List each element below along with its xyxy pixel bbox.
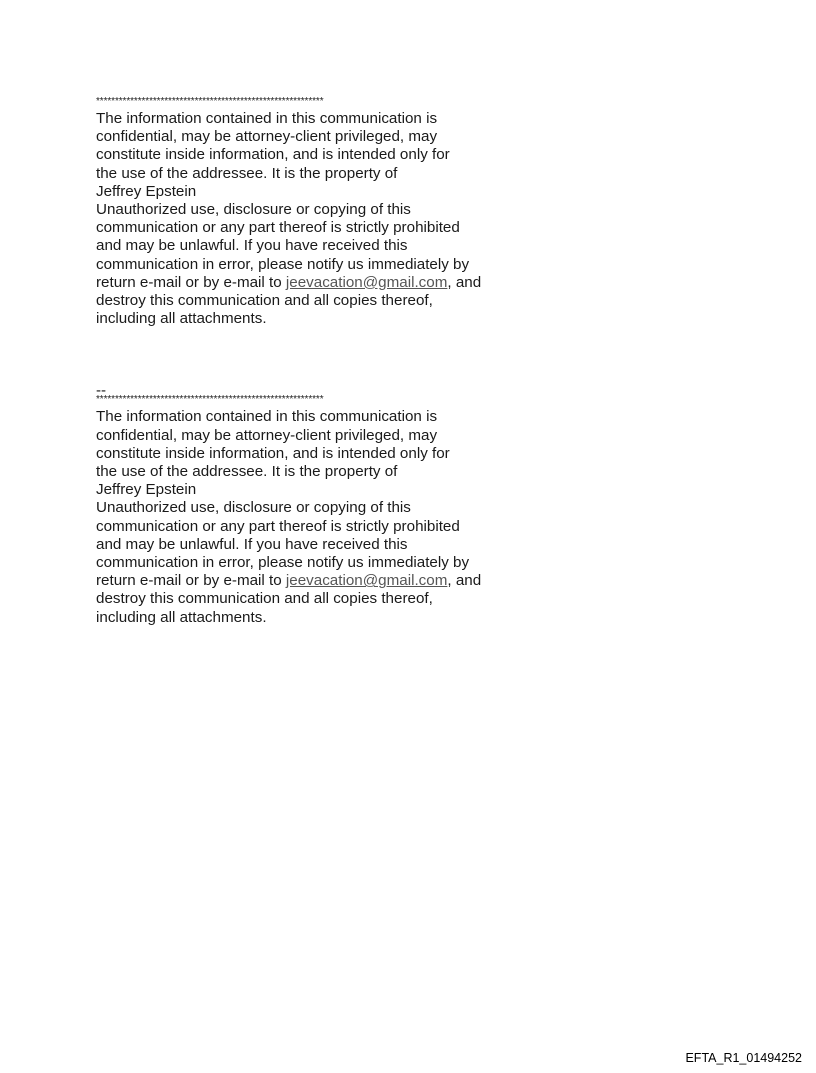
link-prefix: return e-mail or by e-mail to xyxy=(96,273,286,291)
disclaimer-line: communication or any part thereof is strictly prohibited xyxy=(96,219,460,237)
disclaimer-line: constitute inside information, and is intended only for xyxy=(96,146,450,164)
document-body xyxy=(96,96,556,627)
link-suffix: , and xyxy=(447,273,482,291)
disclaimer-line: confidential, may be attorney-client privileged, may xyxy=(96,426,438,444)
disclaimer-line: including all attachments. xyxy=(96,310,267,328)
disclaimer-line: Jeffrey Epstein xyxy=(96,481,197,499)
disclaimer-line: constitute inside information, and is intended only for xyxy=(96,444,450,462)
link-prefix: return e-mail or by e-mail to xyxy=(96,572,286,590)
email-link[interactable]: jeevacation@gmail.com xyxy=(285,572,448,590)
disclaimer-line: confidential, may be attorney-client privileged, may xyxy=(96,128,438,146)
disclaimer-line: the use of the addressee. It is the property of xyxy=(96,463,398,481)
disclaimer-line-with-link xyxy=(96,572,556,590)
disclaimer-line: communication in error, please notify us immediately by xyxy=(96,554,470,572)
disclaimer-line: The information contained in this communication is xyxy=(96,408,438,426)
disclaimer-line: the use of the addressee. It is the property of xyxy=(96,164,398,182)
disclaimer-line: destroy this communication and all copies thereof, xyxy=(96,292,433,310)
asterisk-divider: ************************************************************ xyxy=(96,394,324,406)
document-id-footer: EFTA_R1_01494252 xyxy=(685,1051,802,1065)
disclaimer-line: destroy this communication and all copies thereof, xyxy=(96,590,433,608)
confidentiality-disclaimer xyxy=(96,110,556,328)
disclaimer-line: Unauthorized use, disclosure or copying of this xyxy=(96,499,411,517)
disclaimer-line: Unauthorized use, disclosure or copying of this xyxy=(96,201,411,219)
link-suffix: , and xyxy=(447,572,482,590)
disclaimer-line: communication in error, please notify us immediately by xyxy=(96,255,470,273)
disclaimer-line: Jeffrey Epstein xyxy=(96,182,197,200)
confidentiality-disclaimer xyxy=(96,408,556,626)
asterisk-divider: ************************************************************ xyxy=(96,96,324,107)
disclaimer-line-with-link xyxy=(96,274,556,292)
disclaimer-line: and may be unlawful. If you have received this xyxy=(96,237,408,255)
email-link[interactable]: jeevacation@gmail.com xyxy=(285,273,448,291)
disclaimer-line: communication or any part thereof is strictly prohibited xyxy=(96,517,460,535)
disclaimer-line: including all attachments. xyxy=(96,608,267,626)
disclaimer-line: The information contained in this communication is xyxy=(96,110,438,127)
disclaimer-line: and may be unlawful. If you have received this xyxy=(96,535,408,553)
signature-separator: -- xyxy=(96,382,107,400)
